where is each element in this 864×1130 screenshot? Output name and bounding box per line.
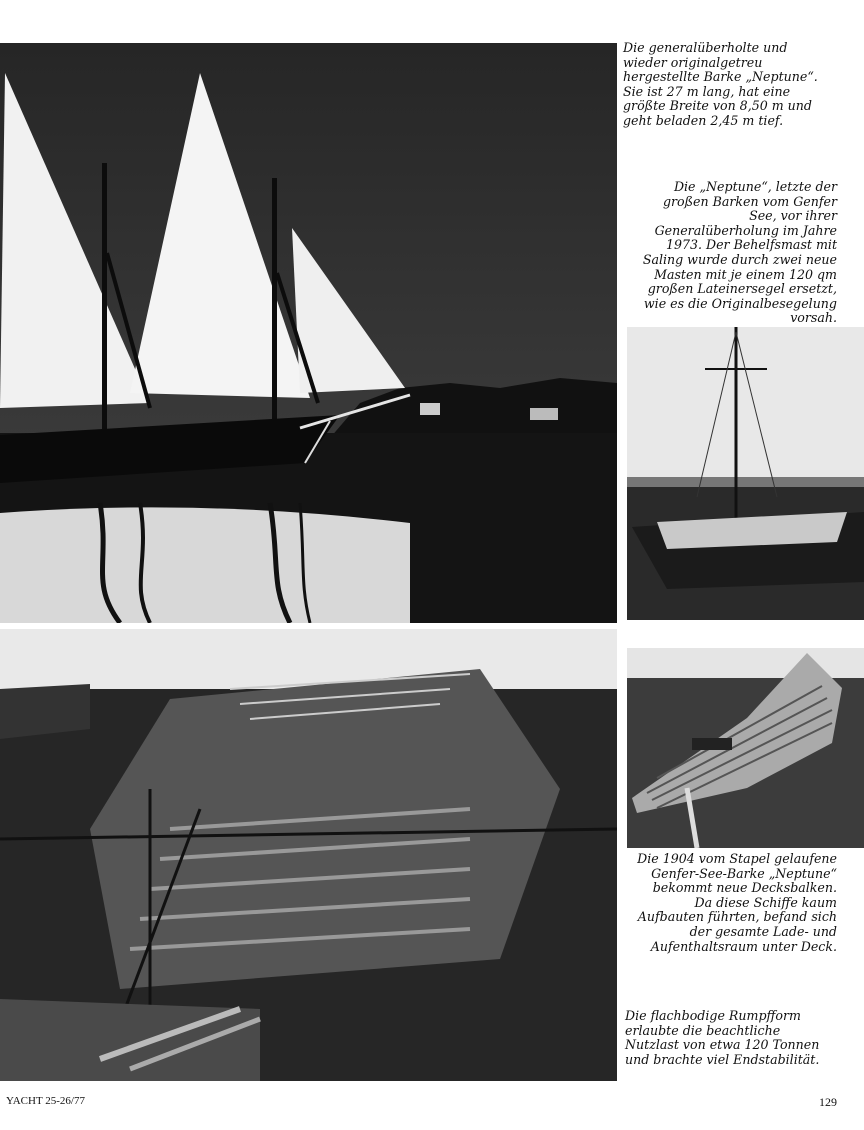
- magazine-issue: YACHT 25-26/77: [6, 1095, 85, 1107]
- caption-hull-form: Die flachbodige Rumpfform erlaubte die beachtliche Nutzlast von etwa 120 Tonnen und brachte viel Endstabilität.: [625, 1008, 820, 1067]
- caption-neptune-restored: Die generalüberholte und wieder originalgetreu hergestellte Barke „Neptune“. Sie ist 27 m lang, hat eine größte Breite von 8,50 m und geht beladen 2,45 m tief.: [623, 40, 818, 128]
- photo-deck-beams-construction: [0, 629, 617, 1081]
- photo-neptune-before-overhaul: [627, 327, 864, 620]
- photo-neptune-sailing: [0, 43, 617, 623]
- photo-hull-on-slipway: [627, 648, 864, 848]
- page-number: 129: [819, 1095, 837, 1109]
- caption-neptune-before-overhaul: Die „Neptune“, letzte der großen Barken vom Genfer See, vor ihrer Generalüberholung im Jahre 1973. Der Behelfsmast mit Saling wurde durch zwei neue Masten mit je einem 120 qm großen Lateinersegel ersetzt, wie es die Originalbesegelung vorsah.: [642, 179, 837, 326]
- caption-deck-beams: Die 1904 vom Stapel gelaufene Genfer-See-Barke „Neptune“ bekommt neue Decksbalken. Da diese Schiffe kaum Aufbauten führten, befand sich der gesamte Lade- und Aufenthaltsraum unter Deck.: [637, 851, 837, 954]
